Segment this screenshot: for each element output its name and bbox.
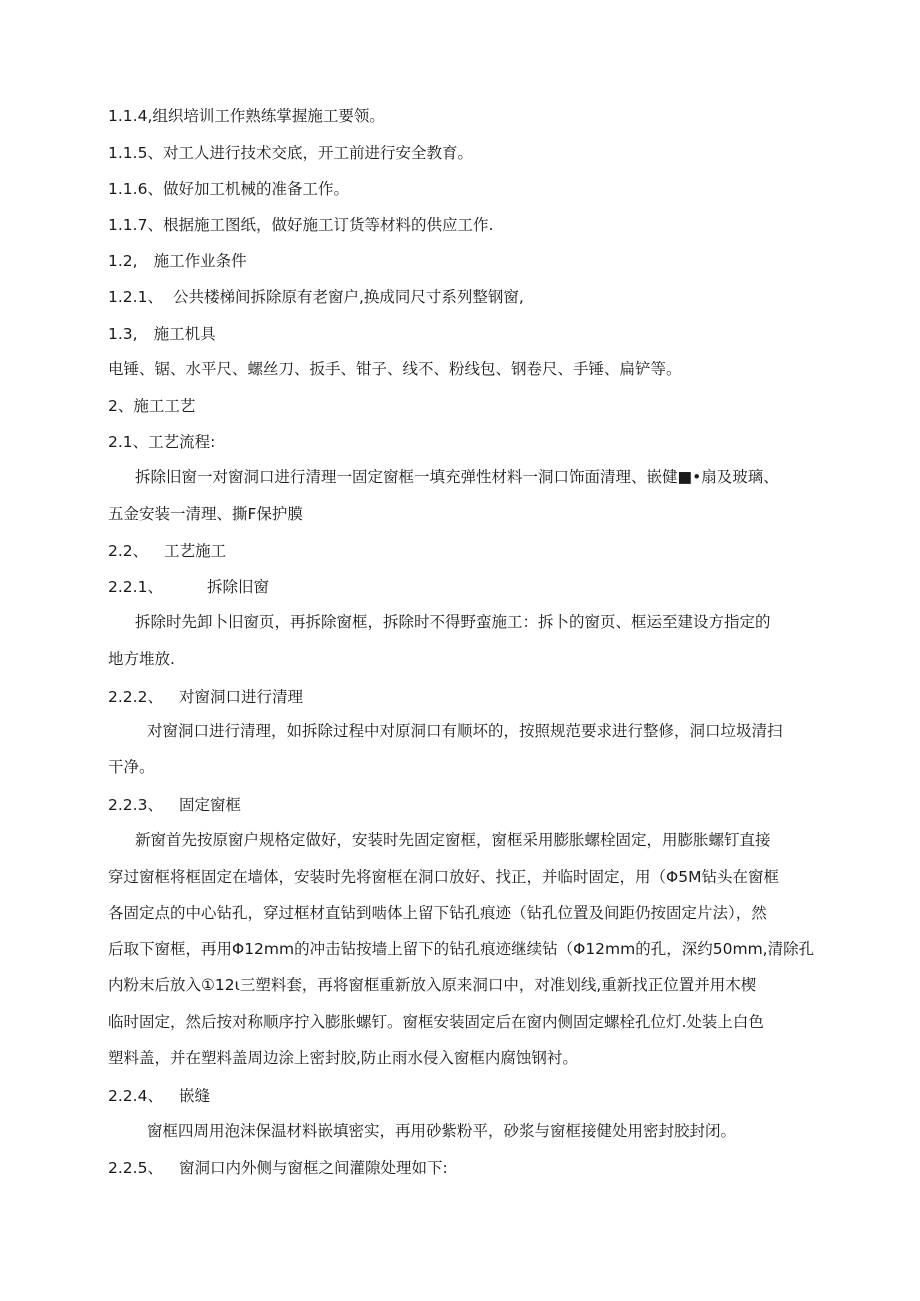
heading-number: 2.2.4、 bbox=[108, 1087, 163, 1105]
heading-text: 施工机具 bbox=[153, 325, 216, 343]
heading-2-2-1 bbox=[108, 576, 269, 598]
paragraph-fix-line-3: 各固定点的中心钻孔，穿过框材直钻到啮体上留下钻孔痕迹（钻孔位置及间距仍按固定片法），然 bbox=[108, 904, 767, 922]
heading-text: 固定窗框 bbox=[178, 796, 241, 814]
heading-text: 施工作业条件 bbox=[153, 252, 247, 270]
paragraph-fix-line-5: 内粉末后放入①12ι三塑料套，再将窗框重新放入原来洞口中，对准划线,重新找正位置并用木楔 bbox=[108, 976, 757, 994]
paragraph-fix-line-4: 后取下窗框，再用Φ12mm的冲击钻按墙上留下的钻孔痕迹继续钻（Φ12mm的孔，深约50mm,清除孔 bbox=[108, 940, 815, 958]
paragraph-fix-line-1: 新窗首先按原窗户规格定做好，安装时先固定窗框，窗框采用膨胀螺栓固定，用膨胀螺钉直接 bbox=[135, 831, 771, 849]
heading-number: 1.3, bbox=[108, 325, 138, 343]
paragraph-remove-line-2: 地方堆放. bbox=[108, 650, 175, 668]
item-1-1-4: 1.1.4,组织培训工作熟练掌握施工要领。 bbox=[108, 107, 385, 125]
heading-text: 嵌缝 bbox=[178, 1087, 210, 1105]
heading-2-2 bbox=[108, 540, 226, 562]
heading-number: 1.2, bbox=[108, 252, 138, 270]
heading-2-2-2 bbox=[108, 686, 303, 708]
heading-2-2-5 bbox=[108, 1157, 448, 1179]
heading-2-2-3 bbox=[108, 794, 241, 816]
item-1-1-6: 1.1.6、做好加工机械的准备工作。 bbox=[108, 180, 349, 198]
paragraph-seam: 窗框四周用泡沫保温材料嵌填密实，再用砂紫粉平，砂浆与窗框接健处用密封胶封闭。 bbox=[147, 1122, 737, 1140]
heading-1-3 bbox=[108, 323, 216, 345]
item-1-2-1 bbox=[108, 286, 524, 308]
heading-1-2 bbox=[108, 250, 247, 272]
item-1-1-5: 1.1.5、对工人进行技术交底，开工前进行安全教育。 bbox=[108, 144, 473, 162]
process-flow-line-2: 五金安装一清理、撕F保护膜 bbox=[108, 505, 303, 523]
heading-text: 窗洞口内外侧与窗框之间灌隙处理如下: bbox=[178, 1159, 448, 1177]
item-1-1-7: 1.1.7、根据施工图纸，做好施工订货等材料的供应工作. bbox=[108, 216, 494, 234]
heading-number: 2.2.2、 bbox=[108, 688, 163, 706]
item-text: 公共楼梯间拆除原有老窗户,换成同尺寸系列整钢窗, bbox=[172, 288, 524, 306]
paragraph-fix-line-2: 穿过窗框将框固定在墙体，安装时先将窗框在洞口放好、找正，并临时固定，用（Φ5M钻头在窗框 bbox=[108, 868, 779, 886]
tools-list: 电锤、锯、水平尺、螺丝刀、扳手、钳子、线不、粉线包、钢卷尺、手锤、扁铲等。 bbox=[108, 360, 682, 378]
heading-2: 2、施工工艺 bbox=[108, 397, 196, 415]
heading-text: 工艺施工 bbox=[164, 542, 227, 560]
paragraph-clean-line-1: 对窗洞口进行清理，如拆除过程中对原洞口有顺坏的，按照规范要求进行整修，洞口垃圾清扫 bbox=[147, 722, 783, 740]
heading-text: 对窗洞口进行清理 bbox=[178, 688, 303, 706]
heading-number: 2.2、 bbox=[108, 542, 149, 560]
heading-2-2-4 bbox=[108, 1085, 210, 1107]
heading-2-1: 2.1、工艺流程: bbox=[108, 433, 216, 451]
paragraph-fix-line-7: 塑料盖，并在塑料盖周边涂上密封胶,防止雨水侵入窗框内腐蚀钢衬。 bbox=[108, 1049, 578, 1067]
paragraph-remove-line-1: 拆除时先卸卜旧窗页，再拆除窗框，拆除时不得野蛮施工：拆卜的窗页、框运至建设方指定的 bbox=[135, 613, 771, 631]
heading-number: 2.2.3、 bbox=[108, 796, 163, 814]
heading-number: 2.2.1、 bbox=[108, 578, 163, 596]
item-number: 1.2.1、 bbox=[108, 288, 163, 306]
paragraph-fix-line-6: 临时固定，然后按对称顺序拧入膨胀螺钉。窗框安装固定后在窗内侧固定螺栓孔位灯.处装上白色 bbox=[108, 1013, 764, 1031]
heading-text: 拆除旧窗 bbox=[206, 578, 269, 596]
process-flow-line-1: 拆除旧窗一对窗洞口进行清理一固定窗框一填充弹性材料一洞口饰面清理、嵌健■•扇及玻璃、 bbox=[135, 468, 779, 486]
paragraph-clean-line-2: 干净。 bbox=[108, 758, 155, 776]
heading-number: 2.2.5、 bbox=[108, 1159, 163, 1177]
